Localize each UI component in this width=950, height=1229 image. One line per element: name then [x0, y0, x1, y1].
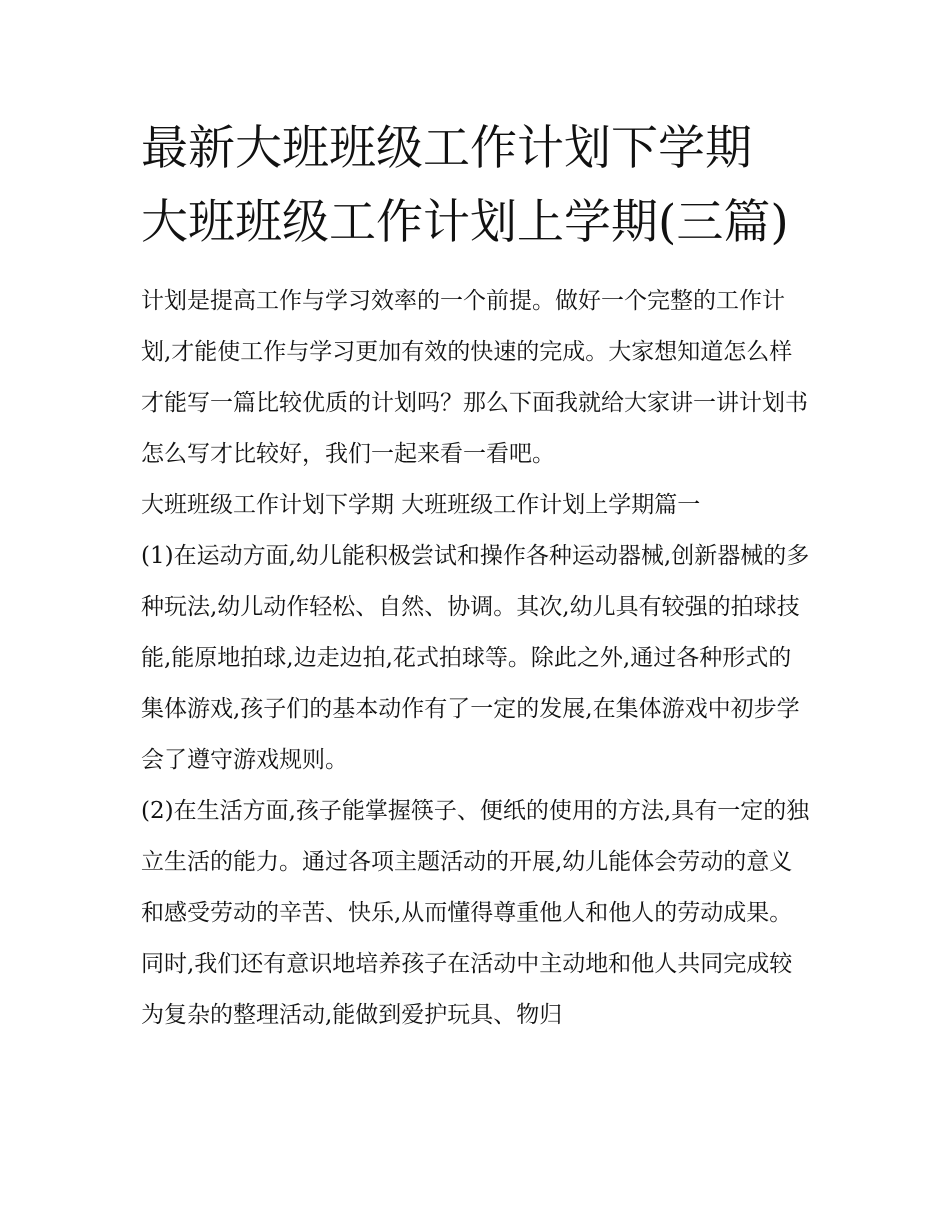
section-heading: 大班班级工作计划下学期 大班班级工作计划上学期篇一 — [141, 492, 701, 518]
document-body — [141, 276, 813, 1041]
paragraph-exercise: (1)在运动方面,幼儿能积极尝试和操作各种运动器械,创新器械的多种玩法,幼儿动作轻松、自然、协调。其次,幼儿具有较强的拍球技能,能原地拍球,边走边拍,花式拍球等。除此之外,通过各种形式的集体游戏,孩子们的基本动作有了一定的发展,在集体游戏中初步学会了遵守游戏规则。 — [141, 543, 810, 773]
intro-paragraph: 计划是提高工作与学习效率的一个前提。做好一个完整的工作计划,才能使工作与学习更加有效的快速的完成。大家想知道怎么样才能写一篇比较优质的计划吗？那么下面我就给大家讲一讲计划书怎么写才比较好，我们一起来看一看吧。 — [141, 288, 808, 467]
document-title: 最新大班班级工作计划下学期 大班班级工作计划上学期(三篇) — [141, 121, 789, 250]
document-content — [141, 112, 813, 1041]
paragraph-life: (2)在生活方面,孩子能掌握筷子、便纸的使用的方法,具有一定的独立生活的能力。通过各项主题活动的开展,幼儿能体会劳动的意义和感受劳动的辛苦、快乐,从而懂得尊重他人和他人的劳动成果。同时,我们还有意识地培养孩子在活动中主动地和他人共同完成较为复杂的整理活动,能做到爱护玩具、物归 — [141, 798, 810, 1028]
